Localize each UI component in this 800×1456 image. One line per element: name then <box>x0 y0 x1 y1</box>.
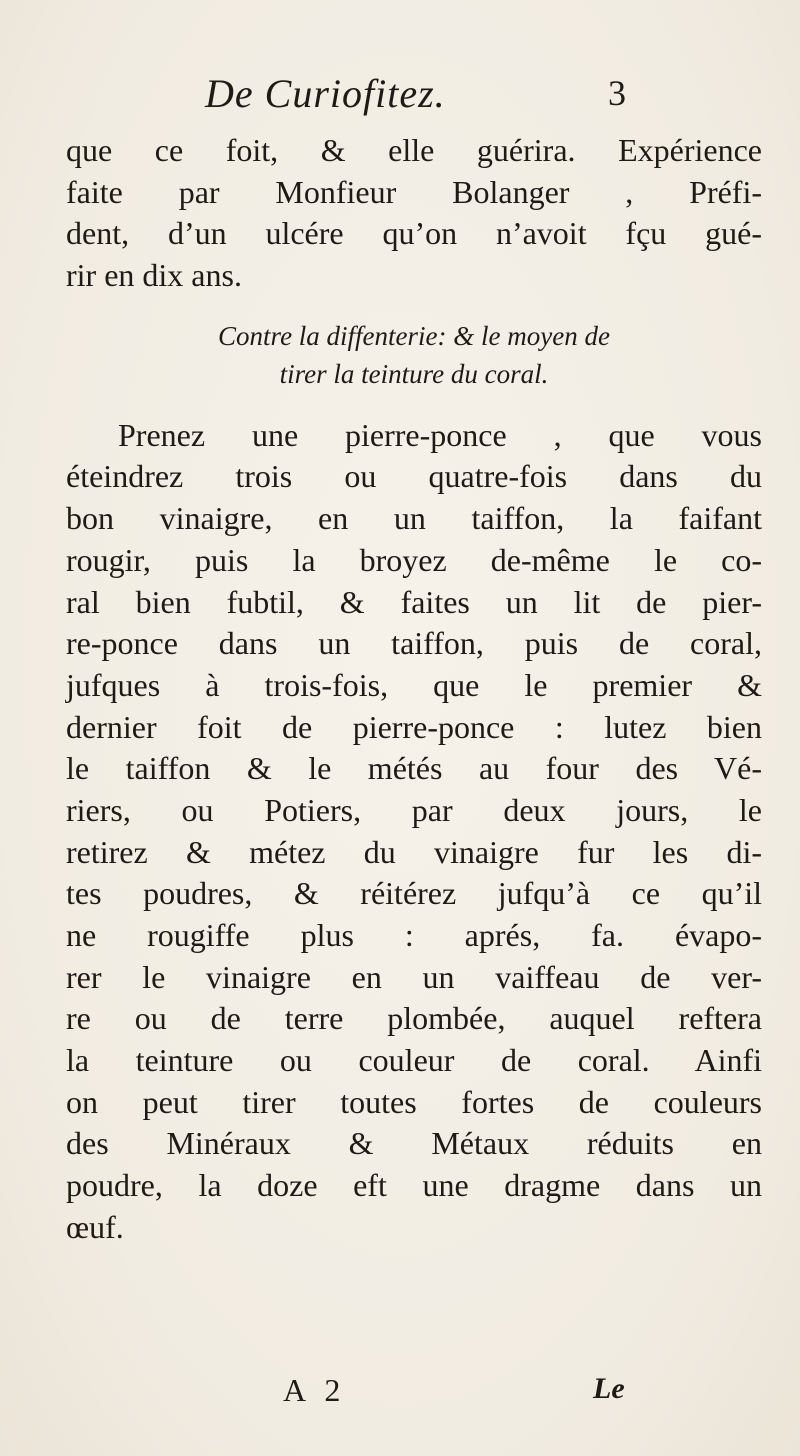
page-number: 3 <box>608 73 626 113</box>
page-footer <box>0 1372 800 1412</box>
recipe-paragraph <box>66 415 762 1249</box>
section-heading <box>66 317 762 393</box>
heading-line: Contre la diffenterie: & le moyen de <box>218 320 610 351</box>
text-line: rougir, puis la broyez de-même le co- <box>66 541 762 578</box>
text-line: on peut tirer toutes fortes de couleurs <box>66 1083 762 1120</box>
catchword: Le <box>593 1372 625 1405</box>
page-header <box>0 70 800 120</box>
text-line: rer le vinaigre en un vaiffeau de ver- <box>66 958 762 995</box>
text-line: le taiffon & le métés au four des Vé- <box>66 750 762 787</box>
text-line: ral bien fubtil, & faites un lit de pier- <box>66 583 762 620</box>
text-line: ne rougiffe plus : aprés, fa. évapo- <box>66 917 762 953</box>
text-line: bon vinaigre, en un taiffon, la faifant <box>66 500 762 537</box>
heading-line: tirer la teinture du coral. <box>279 358 549 389</box>
text-line: re ou de terre plombée, auquel reftera <box>66 1000 762 1037</box>
text-line: Prenez une pierre-ponce , que vous <box>118 416 762 453</box>
body-text <box>66 130 762 1249</box>
text-line: rir en dix ans. <box>66 257 242 294</box>
text-line: des Minéraux & Métaux réduits en <box>66 1125 762 1162</box>
signature-mark: A 2 <box>283 1372 347 1408</box>
text-line: re-ponce dans un taiffon, puis de coral, <box>66 625 762 662</box>
text-line: poudre, la doze eft une dragme dans un <box>66 1167 762 1204</box>
text-line: la teinture ou couleur de coral. Ainfi <box>66 1042 762 1079</box>
text-line: dent, d’un ulcére qu’on n’avoit fçu gué- <box>66 215 762 252</box>
text-line: retirez & métez du vinaigre fur les di- <box>66 833 762 870</box>
text-line: tes poudres, & réitérez jufqu’à ce qu’il <box>66 875 762 912</box>
text-line: riers, ou Potiers, par deux jours, le <box>66 791 762 828</box>
text-line: éteindrez trois ou quatre-fois dans du <box>66 458 762 495</box>
text-line: faite par Monfieur Bolanger , Préfi- <box>66 173 762 210</box>
text-line: jufques à trois-fois, que le premier & <box>66 666 762 703</box>
text-line: œuf. <box>66 1208 124 1245</box>
running-title: De Curiofitez. <box>205 71 446 116</box>
paragraph-continuation <box>66 130 762 297</box>
text-line: que ce foit, & elle guérira. Expérience <box>66 132 762 168</box>
text-line: dernier foit de pierre-ponce : lutez bien <box>66 708 762 745</box>
